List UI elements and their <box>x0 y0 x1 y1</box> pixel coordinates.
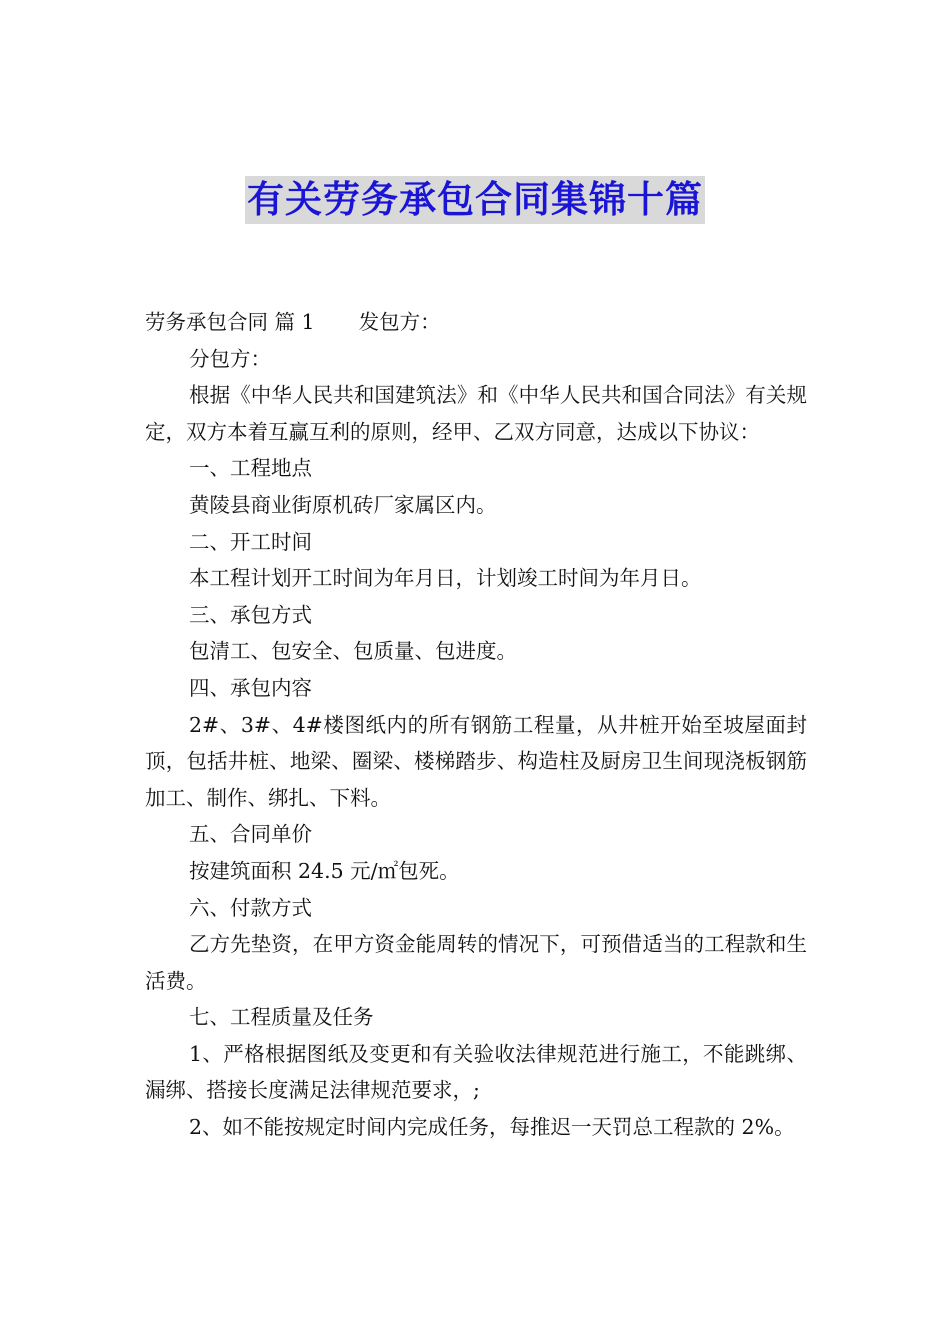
paragraph: 五、合同单价 <box>189 822 312 847</box>
paragraph: 乙方先垫资，在甲方资金能周转的情况下，可预借适当的工程款和生活费。 <box>145 932 807 993</box>
paragraph: 本工程计划开工时间为年月日，计划竣工时间为年月日。 <box>189 566 702 591</box>
paragraph: 七、工程质量及任务 <box>189 1005 374 1030</box>
paragraph: 四、承包内容 <box>189 675 312 700</box>
paragraph: 2、如不能按规定时间内完成任务，每推迟一天罚总工程款的 2%。 <box>189 1115 795 1140</box>
document-title: 有关劳务承包合同集锦十篇 <box>245 176 705 224</box>
first-line <box>145 304 807 341</box>
paragraph: 二、开工时间 <box>189 529 312 554</box>
title-container <box>0 176 950 224</box>
paragraph: 1、严格根据图纸及变更和有关验收法律规范进行施工，不能跳绑、漏绑、搭接长度满足法律规范要求，; <box>145 1041 807 1103</box>
paragraph: 黄陵县商业街原机砖厂家属区内。 <box>189 492 497 517</box>
paragraph: 三、承包方式 <box>189 602 312 627</box>
paragraph: 分包方： <box>189 346 271 371</box>
section-heading: 劳务承包合同 篇 1 <box>145 310 315 334</box>
paragraph: 六、付款方式 <box>189 895 312 920</box>
paragraph: 一、工程地点 <box>189 456 312 481</box>
paragraph: 按建筑面积 24.5 元/㎡包死。 <box>189 858 460 883</box>
paragraph: 2#、3#、4#楼图纸内的所有钢筋工程量，从井桩开始至坡屋面封顶，包括井桩、地梁、圈梁、楼梯踏步、构造柱及厨房卫生间现浇板钢筋加工、制作、绑扎、下料。 <box>145 712 807 810</box>
document-body <box>145 304 807 1146</box>
contractor-label: 发包方： <box>358 310 441 334</box>
paragraph: 包清工、包安全、包质量、包进度。 <box>189 639 517 664</box>
paragraph: 根据《中华人民共和国建筑法》和《中华人民共和国合同法》有关规定，双方本着互赢互利的原则，经甲、乙双方同意，达成以下协议： <box>145 383 807 444</box>
